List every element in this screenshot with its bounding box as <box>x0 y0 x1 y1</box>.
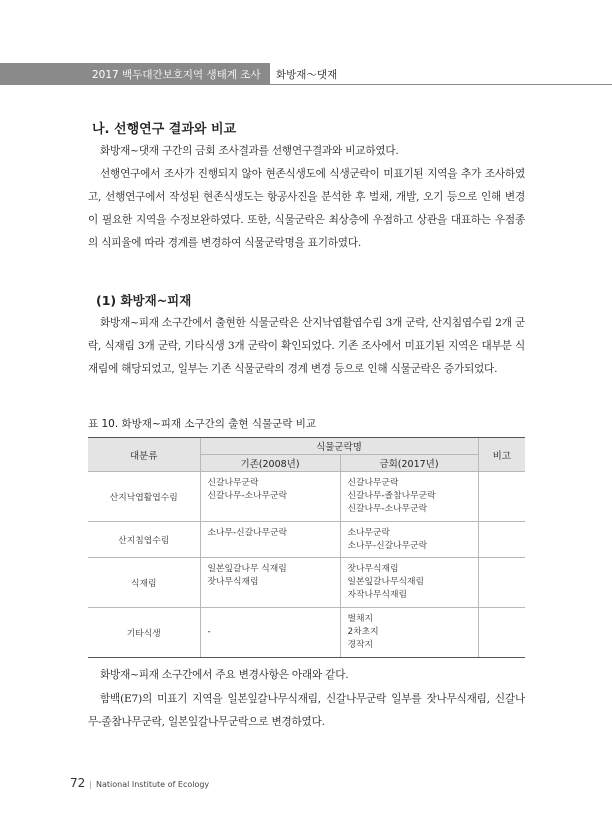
row-category: 식재림 <box>88 558 200 608</box>
page-number: 72 <box>70 776 86 790</box>
row-curr-list <box>340 608 478 658</box>
curr-item: 소나무군락 <box>347 527 390 538</box>
row-prev-list <box>200 522 340 558</box>
col-header-category: 대분류 <box>88 438 200 472</box>
col-header-group: 식물군락명 <box>200 438 478 455</box>
running-header <box>0 63 612 85</box>
row-note <box>478 608 525 658</box>
section-body: 선행연구에서 조사가 진행되지 않아 현존식생도에 식생군락이 미표기된 지역을 추가 조사하였고, 선행연구에서 작성된 현존식생도는 항공사진을 분석한 후 벌채, 개발, 오기 등으로 인해 변경이 필요한 지역을 수정보완하였다. 또한, 식물군락은 최상층에 우점하고 상관을 대표하는 우점종의 식피율에 따라 경계를 변경하여 식물군락명을 표기하였다. <box>88 168 525 249</box>
curr-item: 잣나무식재림 <box>347 564 399 574</box>
curr-item: 신갈나무-졸참나무군락 <box>347 491 436 501</box>
prev-item: 신갈나무-소나무군락 <box>207 491 288 501</box>
footer-org: National Institute of Ecology <box>95 780 210 789</box>
curr-item: 신갈나무군락 <box>347 478 399 488</box>
subsection-body: 화방재~피재 소구간에서 출현한 식물군락은 산지낙엽활엽수림 3개 군락, 산지침엽수림 2개 군락, 식재림 3개 군락, 기타식생 3개 군락이 확인되었다. 기존 조사에서 미표기된 지역은 대부분 식재림에 해당되었고, 일부는 기존 식물군락의 경계 변경 등으로 인해 식물군락은 증가되었다. <box>88 317 525 375</box>
col-header-curr: 금회(2017년) <box>340 455 478 472</box>
row-prev-list <box>200 608 340 658</box>
row-curr-list <box>340 472 478 522</box>
header-rule <box>270 84 612 85</box>
curr-item: 벌채지 <box>347 614 373 624</box>
prev-item: 일본잎갈나무 식재림 <box>207 564 287 574</box>
col-header-note: 비고 <box>478 438 525 472</box>
table-caption: 표 10. 화방재~피재 소구간의 출현 식물군락 비교 <box>88 418 317 430</box>
curr-item: 일본잎갈나무식재림 <box>347 577 424 587</box>
header-title: 2017 백두대간보호지역 생태계 조사 <box>92 69 261 81</box>
row-category: 기타식생 <box>88 608 200 658</box>
after-paragraph-2: 함백(E7)의 미표기 지역을 일본잎갈나무식재림, 신갈나무군락 일부를 잣나무식재림, 신갈나무-졸참나무군락, 일본잎갈나무군락으로 변경하였다. <box>88 693 525 728</box>
community-comparison-table <box>88 437 525 658</box>
curr-item: 소나무-신갈나무군락 <box>347 540 428 551</box>
subsection-title: (1) 화방재~피재 <box>96 293 192 308</box>
row-curr-list <box>340 522 478 558</box>
page-footer <box>70 772 209 791</box>
after-paragraph-1: 화방재~피재 소구간에서 주요 변경사항은 아래와 같다. <box>100 669 349 681</box>
row-note <box>478 472 525 522</box>
section-intro: 화방재~댓재 구간의 금회 조사결과를 선행연구결과와 비교하였다. <box>100 145 399 157</box>
prev-item: 신갈나무군락 <box>207 478 259 488</box>
curr-item: 자작나무식재림 <box>347 590 407 600</box>
row-note <box>478 522 525 558</box>
row-curr-list <box>340 558 478 608</box>
row-prev-list <box>200 558 340 608</box>
row-note <box>478 558 525 608</box>
header-section: 화방재～댓재 <box>276 69 338 81</box>
table-row <box>88 558 525 608</box>
table-row <box>88 522 525 558</box>
curr-item: 경작지 <box>347 640 373 650</box>
section-title: 나. 선행연구 결과와 비교 <box>92 122 237 137</box>
table-row <box>88 472 525 522</box>
row-category: 산지침엽수림 <box>88 522 200 558</box>
row-category: 산지낙엽활엽수림 <box>88 472 200 522</box>
prev-item: - <box>207 627 211 637</box>
curr-item: 신갈나무-소나무군락 <box>347 504 428 514</box>
row-prev-list <box>200 472 340 522</box>
prev-item: 잣나무식재림 <box>207 577 259 587</box>
table-row <box>88 608 525 658</box>
prev-item: 소나무-신갈나무군락 <box>207 527 288 538</box>
curr-item: 2차초지 <box>347 627 379 637</box>
col-header-prev: 기존(2008년) <box>200 455 340 472</box>
footer-separator: | <box>89 780 92 789</box>
